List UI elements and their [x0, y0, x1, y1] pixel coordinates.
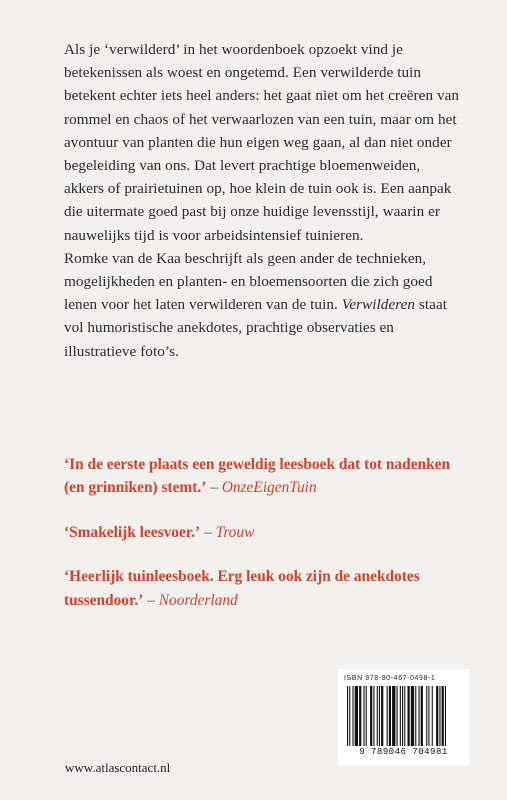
review-quote	[64, 453, 464, 500]
isbn-label: ISBN 978-90-467-0498-1	[344, 675, 436, 682]
barcode-bar	[397, 686, 398, 746]
quote-text: ‘Heerlijk tuinleesboek. Erg leuk ook zijn de anekdotes tussendoor.’	[64, 568, 420, 609]
barcode-bar	[439, 686, 440, 746]
barcode-bar	[436, 686, 438, 746]
barcode-bar	[349, 686, 350, 746]
publisher-website: www.atlascontact.nl	[65, 760, 171, 775]
back-cover-blurb	[64, 38, 460, 363]
quote-text: ‘Smakelijk leesvoer.’	[64, 523, 201, 541]
blurb-paragraph-1: Als je ‘verwilderd’ in het woordenboek opzoekt vind je betekenissen als woest en ongetemd. Een verwilderde tuin betekent echter iets heel anders: het gaat niet om het creëren van rommel en chaos of het verwaarlozen van een tuin, maar om het avontuur van planten die hun eigen weg gaan, al dan niet onder begeleiding van ons. Dat levert prachtige bloemenweiden, akkers of prairietuinen op, hoe klein de tuin ook is. Een aanpak die uitermate goed past bij onze huidige levensstijl, waarin er nauwelijks tijd is voor arbeidsintensief tuinieren.	[64, 41, 460, 244]
barcode-bar	[445, 686, 446, 746]
isbn-barcode	[338, 669, 469, 765]
barcode-bar	[366, 686, 367, 746]
barcode-bar	[402, 686, 403, 746]
barcode-bar	[432, 686, 433, 746]
barcode-bar	[392, 686, 395, 746]
barcode-bar	[347, 686, 348, 746]
quote-dash: –	[206, 479, 222, 497]
barcode-bar	[400, 686, 401, 746]
blurb-paragraph-2-start: Romke van de Kaa beschrijft als geen ander de technieken, mogelijkheden en planten- en bloemensoorten die zich goed lenen voor het laten verwilderen van de tuin.	[64, 249, 433, 314]
barcode-bar	[442, 686, 444, 746]
barcode-bar	[373, 686, 374, 746]
barcode-bar	[353, 686, 354, 746]
barcode-bar	[389, 686, 391, 746]
quote-source: OnzeEigenTuin	[221, 479, 317, 497]
barcode-bar	[415, 686, 416, 746]
barcode-bar	[370, 686, 372, 746]
barcode-bar	[377, 686, 378, 746]
blurb-paragraph-2-end: staat vol humoristische anekdotes, prachtige observaties en illustratieve foto’s.	[64, 296, 448, 360]
barcode-bar	[364, 686, 365, 746]
barcode-bar	[381, 686, 383, 746]
barcode-bar	[419, 686, 420, 746]
blurb-paragraph-2	[64, 247, 460, 363]
quote-text: ‘In de eerste plaats een geweldig leesboek dat tot nadenken (en grinniken) stemt.’	[64, 456, 451, 497]
barcode-bar	[387, 686, 388, 746]
review-quotes	[64, 453, 464, 633]
barcode-bar	[355, 686, 358, 746]
barcode-bar	[359, 686, 361, 746]
barcode-digits: 9 789046 704981	[359, 747, 448, 757]
barcode-bar	[428, 686, 429, 746]
barcode-bar	[426, 686, 427, 746]
barcode-bar	[421, 686, 423, 746]
barcode-bars	[346, 686, 461, 746]
quote-dash: –	[143, 591, 159, 609]
quote-source: Noorderland	[158, 591, 238, 609]
barcode-bar	[408, 686, 410, 746]
barcode-bar	[411, 686, 414, 746]
barcode-bar	[404, 686, 405, 746]
barcode-bar	[379, 686, 380, 746]
quote-dash: –	[200, 523, 216, 541]
book-title: Verwilderen	[341, 296, 416, 314]
review-quote	[64, 521, 464, 544]
quote-source: Trouw	[215, 523, 255, 541]
review-quote	[64, 565, 464, 612]
